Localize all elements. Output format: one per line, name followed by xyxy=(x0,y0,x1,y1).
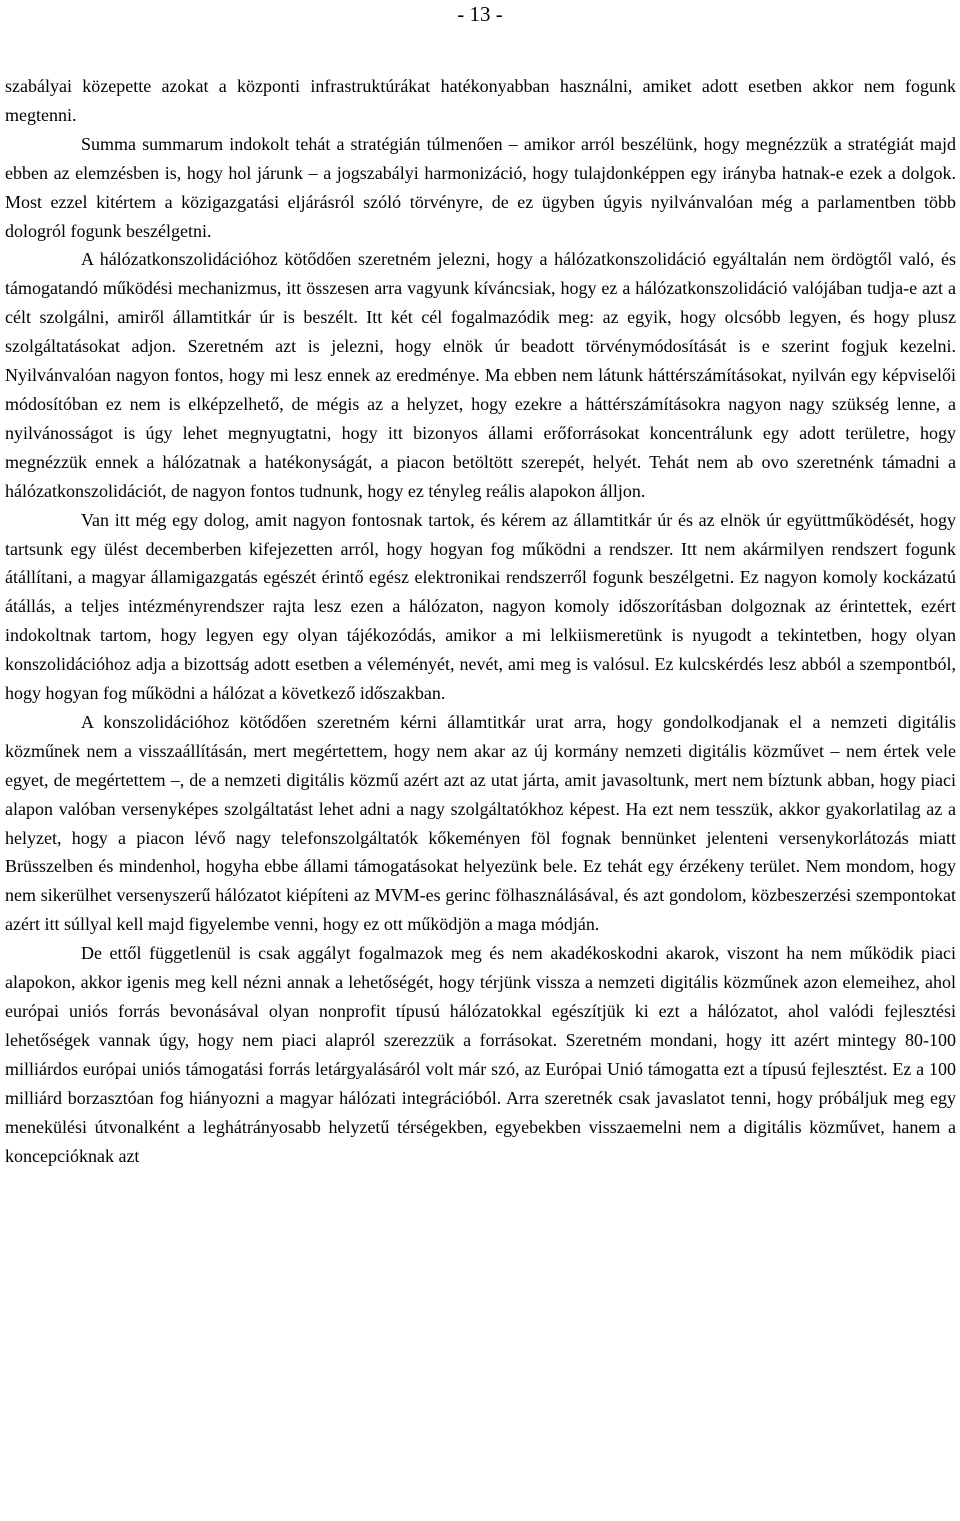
paragraph: Van itt még egy dolog, amit nagyon fontosnak tartok, és kérem az államtitkár úr és az elnök úr együttműködését, hogy tartsunk egy ülést decemberben kifejezetten arról, hogy hogyan fog működni a rendszer. Itt nem akármilyen rendszert fogunk átállítani, a magyar államigazgatás egészét érintő egész elektronikai rendszerről fogunk beszélgetni. Ez nagyon komoly kockázatú átállás, a teljes intézményrendszer rajta lesz ezen a hálózaton, nagyon komoly időszorításban dolgoznak az érintettek, ezért indokoltnak tartom, hogy legyen egy olyan tájékozódás, amikor a mi lelkiismeretünk is nyugodt a tekintetben, hogy olyan konszolidációhoz adja a bizottság adott esetben a véleményét, nevét, ami meg is valósul. Ez kulcskérdés lesz abból a szempontból, hogy hogyan fog működni a hálózat a következő időszakban. xyxy=(5,509,956,704)
document-body xyxy=(5,72,956,1170)
paragraph: De ettől függetlenül is csak aggályt fogalmazok meg és nem akadékoskodni akarok, viszont ha nem működik piaci alapokon, akkor igenis meg kell nézni annak a lehetőségét, hogy térjünk vissza a nemzeti digitális közműnek azon elemeihez, ahol európai uniós forrás bevonásával olyan nonprofit típusú hálózatokkal egészítjük ki ezt a hálózatot, ahol valódi fejlesztési lehetőségek vannak úgy, hogy nem piaci alapról szerezzük a forrásokat. Szeretném mondani, hogy itt azért mintegy 80-100 milliárdos európai uniós támogatási forrás letárgyalásáról volt már szó, az Európai Unió támogatta ezt a típusú fejlesztést. Ez a 100 milliárd borzasztóan fog hiányozni a magyar hálózati integrációból. Arra szeretnék csak javaslatot tenni, hogy próbáljuk meg egy menekülési útvonalként a leghátrányosabb helyzetű térségekben, egyebekben visszaemelni nem a digitális közművet, hanem a koncepcióknak azt xyxy=(5,943,956,1166)
paragraph: Summa summarum indokolt tehát a stratégián túlmenően – amikor arról beszélünk, hogy megnézzük a stratégiát majd ebben az elemzésben is, hogy hol járunk – a jogszabályi harmonizáció, hogy tulajdonképpen egy irányba hatnak-e ezek a dolgok. Most ezzel kitértem a közigazgatási eljárásról szóló törvényre, de ez ügyben úgyis nyilvánvalóan még a parlamentben több dologról fogunk beszélgetni. xyxy=(5,133,956,241)
page-number: - 13 - xyxy=(457,2,503,26)
paragraph: A hálózatkonszolidációhoz kötődően szeretném jelezni, hogy a hálózatkonszolidáció egyáltalán nem ördögtől való, és támogatandó működési mechanizmus, itt összesen arra vagyunk kíváncsiak, hogy ez a hálózatkonszolidáció valójában tudja-e azt a célt szolgálni, amiről államtitkár úr is beszélt. Itt két cél fogalmazódik meg: az egyik, hogy olcsóbb legyen, és hogy plusz szolgáltatásokat adjon. Szeretném azt is jelezni, hogy elnök úr beadott törvénymódosítását is e szerint fogjuk kezelni. Nyilvánvalóan nagyon fontos, hogy mi lesz ennek az eredménye. Ma ebben nem látunk háttérszámításokat, nyilván egy képviselői módosítóban ez nem is elképzelhető, de mégis az a helyzet, hogy ezekre a háttérszámításokra nagyon nagy szükség lenne, a nyilvánosságot is úgy lehet megnyugtatni, hogy itt bizonyos állami erőforrásokat koncentrálunk egy adott területre, hogy megnézzük ennek a hálózatnak a hatékonyságát, a piacon betöltött szerepét, helyét. Tehát nem ab ovo szeretnénk támadni a hálózatkonszolidációt, de nagyon fontos tudnunk, hogy ez tényleg reális alapokon álljon. xyxy=(5,249,956,501)
paragraph: A konszolidációhoz kötődően szeretném kérni államtitkár urat arra, hogy gondolkodjanak el a nemzeti digitális közműnek nem a visszaállításán, mert megértettem, hogy nem akar az új kormány nemzeti digitális közművet – nem értek vele egyet, de megértettem –, de a nemzeti digitális közmű azért azt az utat járta, amit javasoltunk, mert nem bíztunk abban, hogy piaci alapon valóban versenyképes szolgáltatást lehet adni a nagy szolgáltatókhoz képest. Ha ezt nem tesszük, akkor gyakorlatilag az a helyzet, hogy a piacon lévő nagy telefonszolgáltatók kőkeményen föl fognak bennünket jelenteni versenykorlátozás miatt Brüsszelben és mindenhol, hogyha ebbe állami támogatásokat helyezünk bele. Ez tehát egy érzékeny terület. Nem mondom, hogy nem sikerülhet versenyszerű hálózatot kiépíteni az MVM-es gerinc fölhasználásával, és azt gondolom, közbeszerzési szempontokat azért itt súllyal kell majd figyelembe venni, hogy ez ott működjön a maga módján. xyxy=(5,711,956,935)
paragraph: szabályai közepette azokat a központi infrastruktúrákat hatékonyabban használni, amiket adott esetben akkor nem fogunk megtenni. xyxy=(5,76,956,125)
